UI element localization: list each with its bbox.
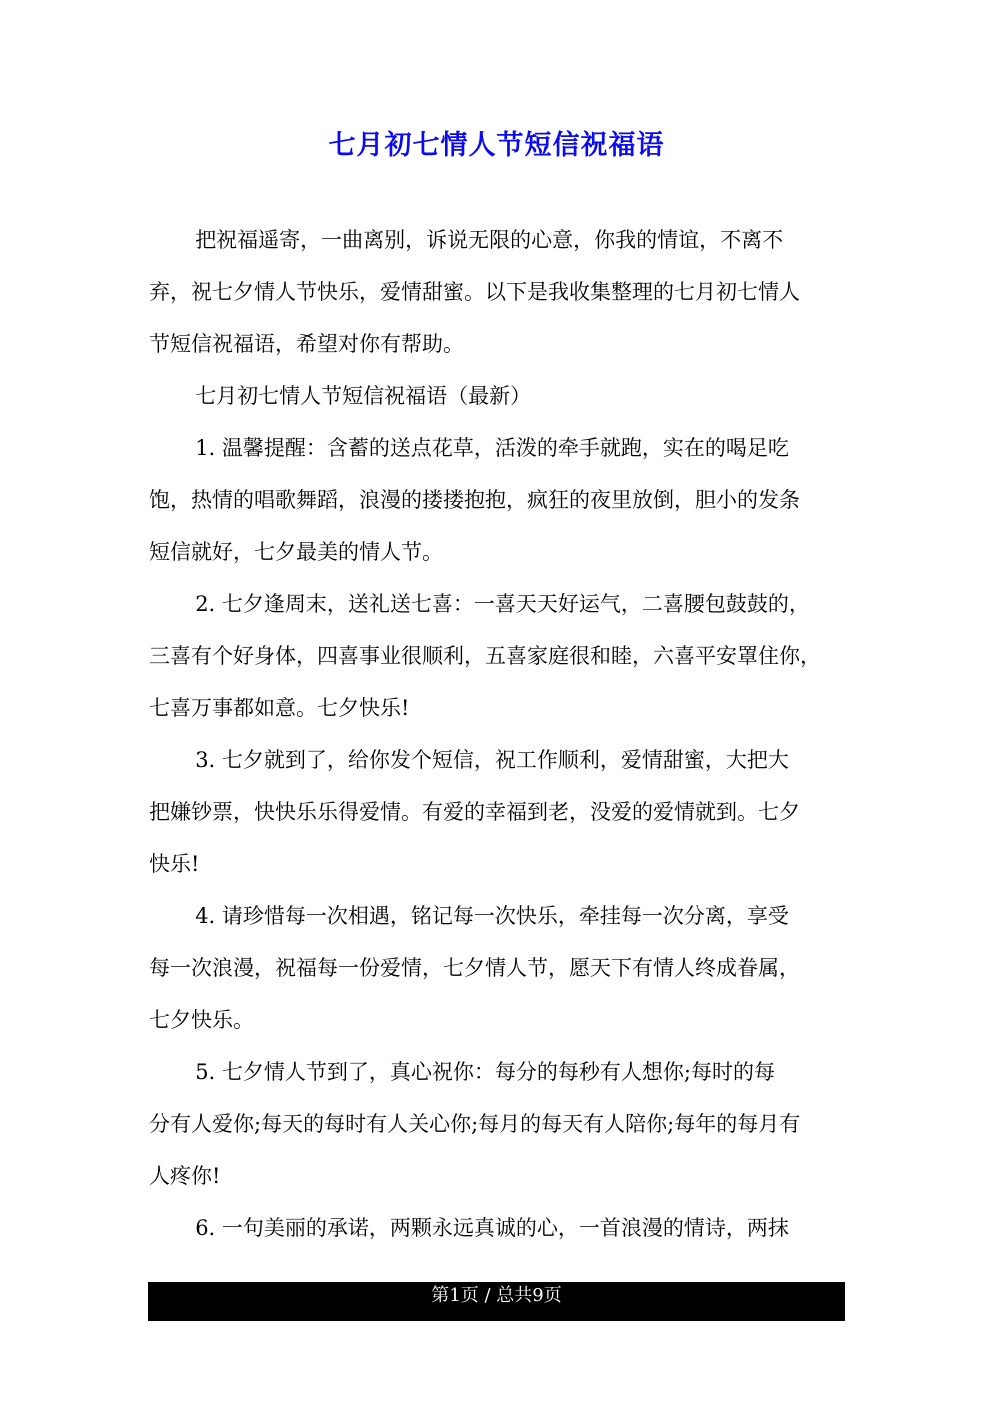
paragraph-line: 七喜万事都如意。七夕快乐!	[149, 696, 410, 720]
paragraph-line: 把祝福遥寄，一曲离别，诉说无限的心意，你我的情谊，不离不	[195, 228, 784, 252]
paragraph-line: 3. 七夕就到了，给你发个短信，祝工作顺利，爱情甜蜜，大把大	[195, 748, 789, 772]
paragraph-line: 三喜有个好身体，四喜事业很顺利，五喜家庭很和睦，六喜平安罩住你，	[149, 644, 821, 668]
document-body	[149, 214, 844, 1254]
page-title: 七月初七情人节短信祝福语	[328, 130, 665, 161]
section-heading	[149, 370, 844, 422]
paragraph-line: 把嫌钞票，快快乐乐得爱情。有爱的幸福到老，没爱的爱情就到。七夕	[149, 800, 800, 824]
section-heading-text: 七月初七情人节短信祝福语（最新）	[195, 384, 532, 408]
paragraph-line: 节短信祝福语，希望对你有帮助。	[149, 332, 464, 356]
page-footer-bar	[148, 1282, 845, 1321]
paragraph-line: 2. 七夕逢周末，送礼送七喜：一喜天天好运气，二喜腰包鼓鼓的，	[195, 592, 810, 616]
paragraph-line: 快乐!	[149, 852, 200, 876]
paragraph-line: 分有人爱你;每天的每时有人关心你;每月的每天有人陪你;每年的每月有	[149, 1112, 801, 1136]
paragraph-line: 4. 请珍惜每一次相遇，铭记每一次快乐，牵挂每一次分离，享受	[195, 904, 789, 928]
paragraph-line: 饱，热情的唱歌舞蹈，浪漫的搂搂抱抱，疯狂的夜里放倒，胆小的发条	[149, 488, 800, 512]
paragraph-line: 弃，祝七夕情人节快乐，爱情甜蜜。以下是我收集整理的七月初七情人	[149, 280, 800, 304]
page-indicator: 第1页 / 总共9页	[431, 1285, 562, 1306]
list-item-6	[149, 1202, 844, 1254]
paragraph-line: 6. 一句美丽的承诺，两颗永远真诚的心，一首浪漫的情诗，两抹	[195, 1216, 789, 1240]
paragraph-line: 人疼你!	[149, 1164, 221, 1188]
paragraph-line: 每一次浪漫，祝福每一份爱情，七夕情人节，愿天下有情人终成眷属，	[149, 956, 800, 980]
list-item-4	[149, 890, 844, 1046]
list-item-1	[149, 422, 844, 578]
list-item-3	[149, 734, 844, 890]
paragraph-line: 短信就好，七夕最美的情人节。	[149, 540, 443, 564]
paragraph-line: 1. 温馨提醒：含蓄的送点花草，活泼的牵手就跑，实在的喝足吃	[195, 436, 789, 460]
intro-paragraph	[149, 214, 844, 370]
list-item-2	[149, 578, 844, 734]
paragraph-line: 七夕快乐。	[149, 1008, 254, 1032]
paragraph-line: 5. 七夕情人节到了，真心祝你：每分的每秒有人想你;每时的每	[195, 1060, 775, 1084]
list-item-5	[149, 1046, 844, 1202]
